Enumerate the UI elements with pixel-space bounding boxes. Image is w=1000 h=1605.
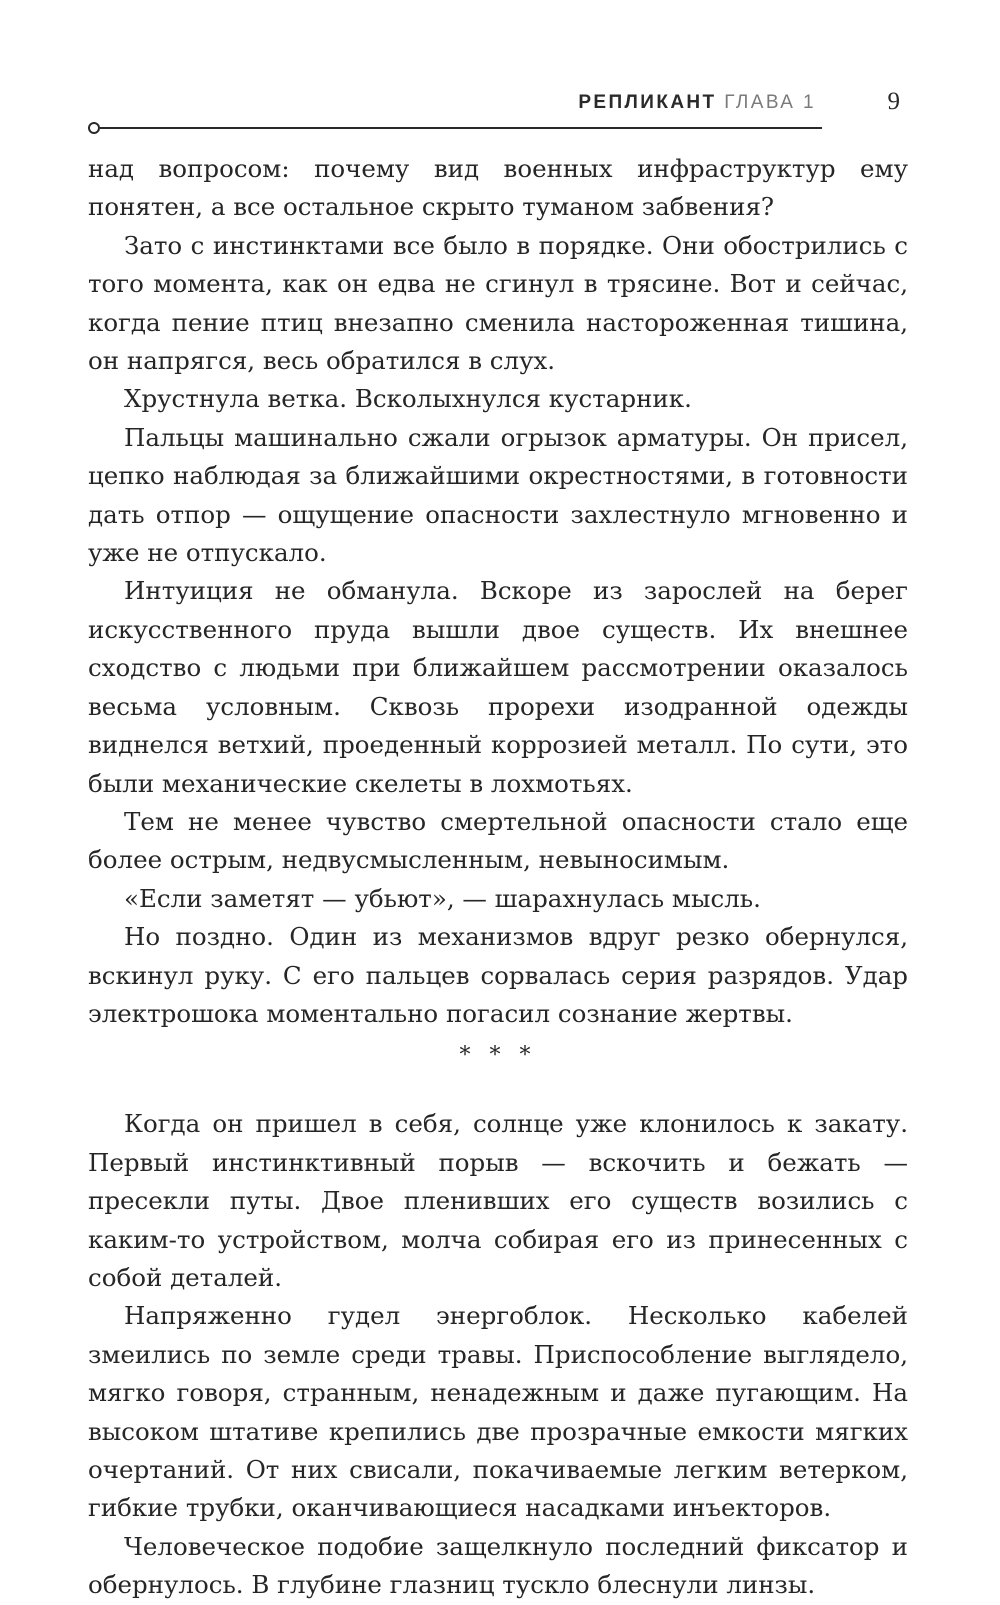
page-number: 9 [887, 88, 900, 115]
paragraph: Когда он пришел в себя, солнце уже клонилось к закату. Первый инстинктивный порыв — вскочить и бежать — пресекли путы. Двое пленивших его существ возились с каким-то устройством, молча собирая его из принесенных с собой деталей. [88, 1109, 908, 1292]
header-rule-dot [88, 122, 100, 134]
paragraph: Человеческое подобие защелкнуло последний фиксатор и обернулось. В глубине глазниц тускло блеснули линзы. [88, 1531, 908, 1600]
running-head [578, 92, 816, 114]
paragraph: Хрустнула ветка. Всколыхнулся кустарник. [124, 384, 692, 414]
paragraph: Тем не менее чувство смертельной опасности стало еще более острым, недвусмысленным, невыносимым. [88, 806, 908, 875]
scene-separator: * * * [459, 1043, 537, 1069]
paragraph: над вопросом: почему вид военных инфраструктур ему понятен, а все остальное скрыто туманом забвения? [88, 154, 908, 222]
chapter-label: ГЛАВА 1 [724, 92, 816, 113]
paragraph: Пальцы машинально сжали огрызок арматуры. Он присел, цепко наблюдая за ближайшими окрестностями, в готовности дать отпор — ощущение опасности захлестнуло мгновенно и уже не отпускало. [88, 422, 908, 568]
page-body [88, 150, 908, 1605]
running-header [88, 88, 908, 138]
header-rule [100, 127, 822, 129]
paragraph: Интуиция не обманула. Вскоре из зарослей на берег искусственного пруда вышли двое существ. Их внешнее сходство с людьми при ближайшем рассмотрении оказалось весьма условным. Сквозь прорехи изодранной одежды виднелся ветхий, проеденный коррозией металл. По сути, это были механические скелеты в лохмотьях. [88, 576, 908, 798]
paragraph: Напряженно гудел энергоблок. Несколько кабелей змеились по земле среди травы. Приспособление выглядело, мягко говоря, странным, ненадежным и даже пугающим. На высоком штативе крепились две прозрачные емкости мягких очертаний. От них свисали, покачиваемые легким ветерком, гибкие трубки, оканчивающиеся насадками инъекторов. [88, 1301, 908, 1523]
paragraph: Зато с инстинктами все было в порядке. Они обострились с того момента, как он едва не сгинул в трясине. Вот и сейчас, когда пение птиц внезапно сменила настороженная тишина, он напрягся, весь обратился в слух. [88, 230, 908, 376]
paragraph: Но поздно. Один из механизмов вдруг резко обернулся, вскинул руку. С его пальцев сорвалась серия разрядов. Удар электрошока моментально погасил сознание жертвы. [88, 922, 908, 1028]
paragraph: «Если заметят — убьют», — шарахнулась мысль. [124, 883, 761, 913]
book-title: РЕПЛИКАНТ [578, 92, 717, 113]
